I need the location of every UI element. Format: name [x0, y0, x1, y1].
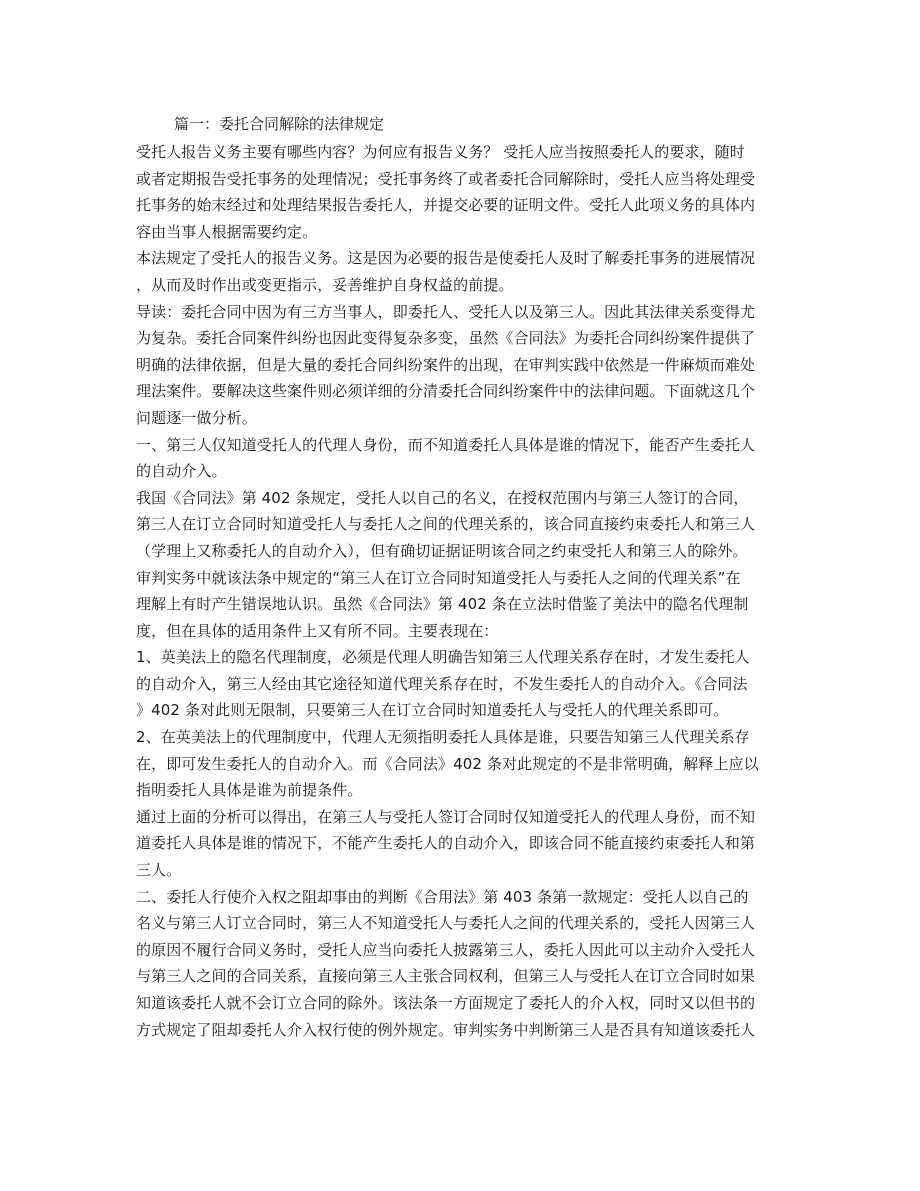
- text-line: 我国《合同法》第 402 条规定，受托人以自己的名义，在授权范围内与第三人签订的合同，: [136, 488, 749, 507]
- text-line: 审判实务中就该法条中规定的“第三人在订立合同时知道受托人与委托人之间的代理关系”在: [136, 568, 741, 587]
- text-line: 与第三人之间的合同关系，直接向第三人主张合同权利，但第三人与受托人在订立合同时如果: [136, 967, 756, 986]
- text-line: 的自动介入。: [136, 462, 227, 481]
- text-line: 三人。: [136, 861, 182, 880]
- text-line: 理解上有时产生错误地认识。虽然《合同法》第 402 条在立法时借鉴了美法中的隐名代理制: [136, 595, 749, 614]
- text-line: 本法规定了受托人的报告义务。这是因为必要的报告是使委托人及时了解委托事务的进展情况: [136, 249, 756, 268]
- document-title: 篇一：委托合同解除的法律规定: [174, 115, 385, 133]
- text-line: 度，但在具体的适用条件上又有所不同。主要表现在：: [136, 621, 499, 640]
- text-line: 方式规定了阻却委托人介入权行使的例外规定。审判实务中判断第三人是否具有知道该委托人: [136, 1020, 756, 1039]
- text-line: 明确的法律依据，但是大量的委托合同纠纷案件的出现，在审判实践中依然是一件麻烦而难处: [136, 355, 756, 374]
- text-line: 容由当事人根据需要约定。: [136, 222, 318, 241]
- text-line: 道委托人具体是谁的情况下，不能产生委托人的自动介入，即该合同不能直接约束委托人和第: [136, 834, 756, 853]
- text-line: 理法案件。要解决这些案件则必须详细的分清委托合同纠纷案件中的法律问题。下面就这几个: [136, 382, 756, 401]
- text-line: 第三人在订立合同时知道受托人与委托人之间的代理关系的，该合同直接约束委托人和第三人: [136, 515, 756, 534]
- text-line: 在，即可发生委托人的自动介入。而《合同法》402 条对此规定的不是非常明确，解释上应以: [136, 754, 759, 773]
- text-line: 知道该委托人就不会订立合同的除外。该法条一方面规定了委托人的介入权，同时又以但书的: [136, 994, 756, 1012]
- text-line: 托事务的始末经过和处理结果报告委托人，并提交必要的证明文件。受托人此项义务的具体内: [136, 196, 756, 215]
- text-line: 1、英美法上的隐名代理制度，必须是代理人明确告知第三人代理关系存在时，才发生委托人: [136, 648, 750, 667]
- text-line: 导读：委托合同中因为有三方当事人，即委托人、受托人以及第三人。因此其法律关系变得尤: [136, 302, 756, 321]
- text-line: 的自动介入，第三人经由其它途径知道代理关系存在时，不发生委托人的自动介入。《合同法: [136, 674, 748, 693]
- text-line: ，从而及时作出或变更指示，妥善维护自身权益的前提。: [136, 275, 514, 294]
- text-line: 问题逐一做分析。: [136, 408, 257, 427]
- text-line: 2、在英美法上的代理制度中，代理人无须指明委托人具体是谁，只要告知第三人代理关系存: [136, 728, 750, 747]
- document-body: [136, 139, 786, 1043]
- text-line: 的原因不履行合同义务时，受托人应当向委托人披露第三人，委托人因此可以主动介入受托人: [136, 940, 756, 959]
- text-line: 或者定期报告受托事务的处理情况；受托事务终了或者委托合同解除时，受托人应当将处理受: [136, 169, 756, 188]
- text-line: 一、第三人仅知道受托人的代理人身份，而不知道委托人具体是谁的情况下，能否产生委托人: [136, 435, 756, 454]
- text-line: 为复杂。委托合同案件纠纷也因此变得复杂多变，虽然《合同法》为委托合同纠纷案件提供了: [136, 329, 756, 348]
- text-line: 受托人报告义务主要有哪些内容？为何应有报告义务？ 受托人应当按照委托人的要求，随时: [136, 143, 745, 161]
- text-line: 指明委托人具体是谁为前提条件。: [136, 781, 363, 800]
- text-line: 名义与第三人订立合同时，第三人不知道受托人与委托人之间的代理关系的，受托人因第三人: [136, 914, 756, 933]
- text-line: 》402 条对此则无限制，只要第三人在订立合同时知道委托人与受托人的代理关系即可。: [136, 701, 729, 720]
- text-line: 二、委托人行使介入权之阻却事由的判断《合用法》第 403 条第一款规定：受托人以自己的: [136, 887, 749, 906]
- text-line: 通过上面的分析可以得出，在第三人与受托人签订合同时仅知道受托人的代理人身份，而不知: [136, 807, 756, 826]
- text-line: （学理上又称委托人的自动介入），但有确切证据证明该合同之约束受托人和第三人的除外。: [136, 541, 748, 560]
